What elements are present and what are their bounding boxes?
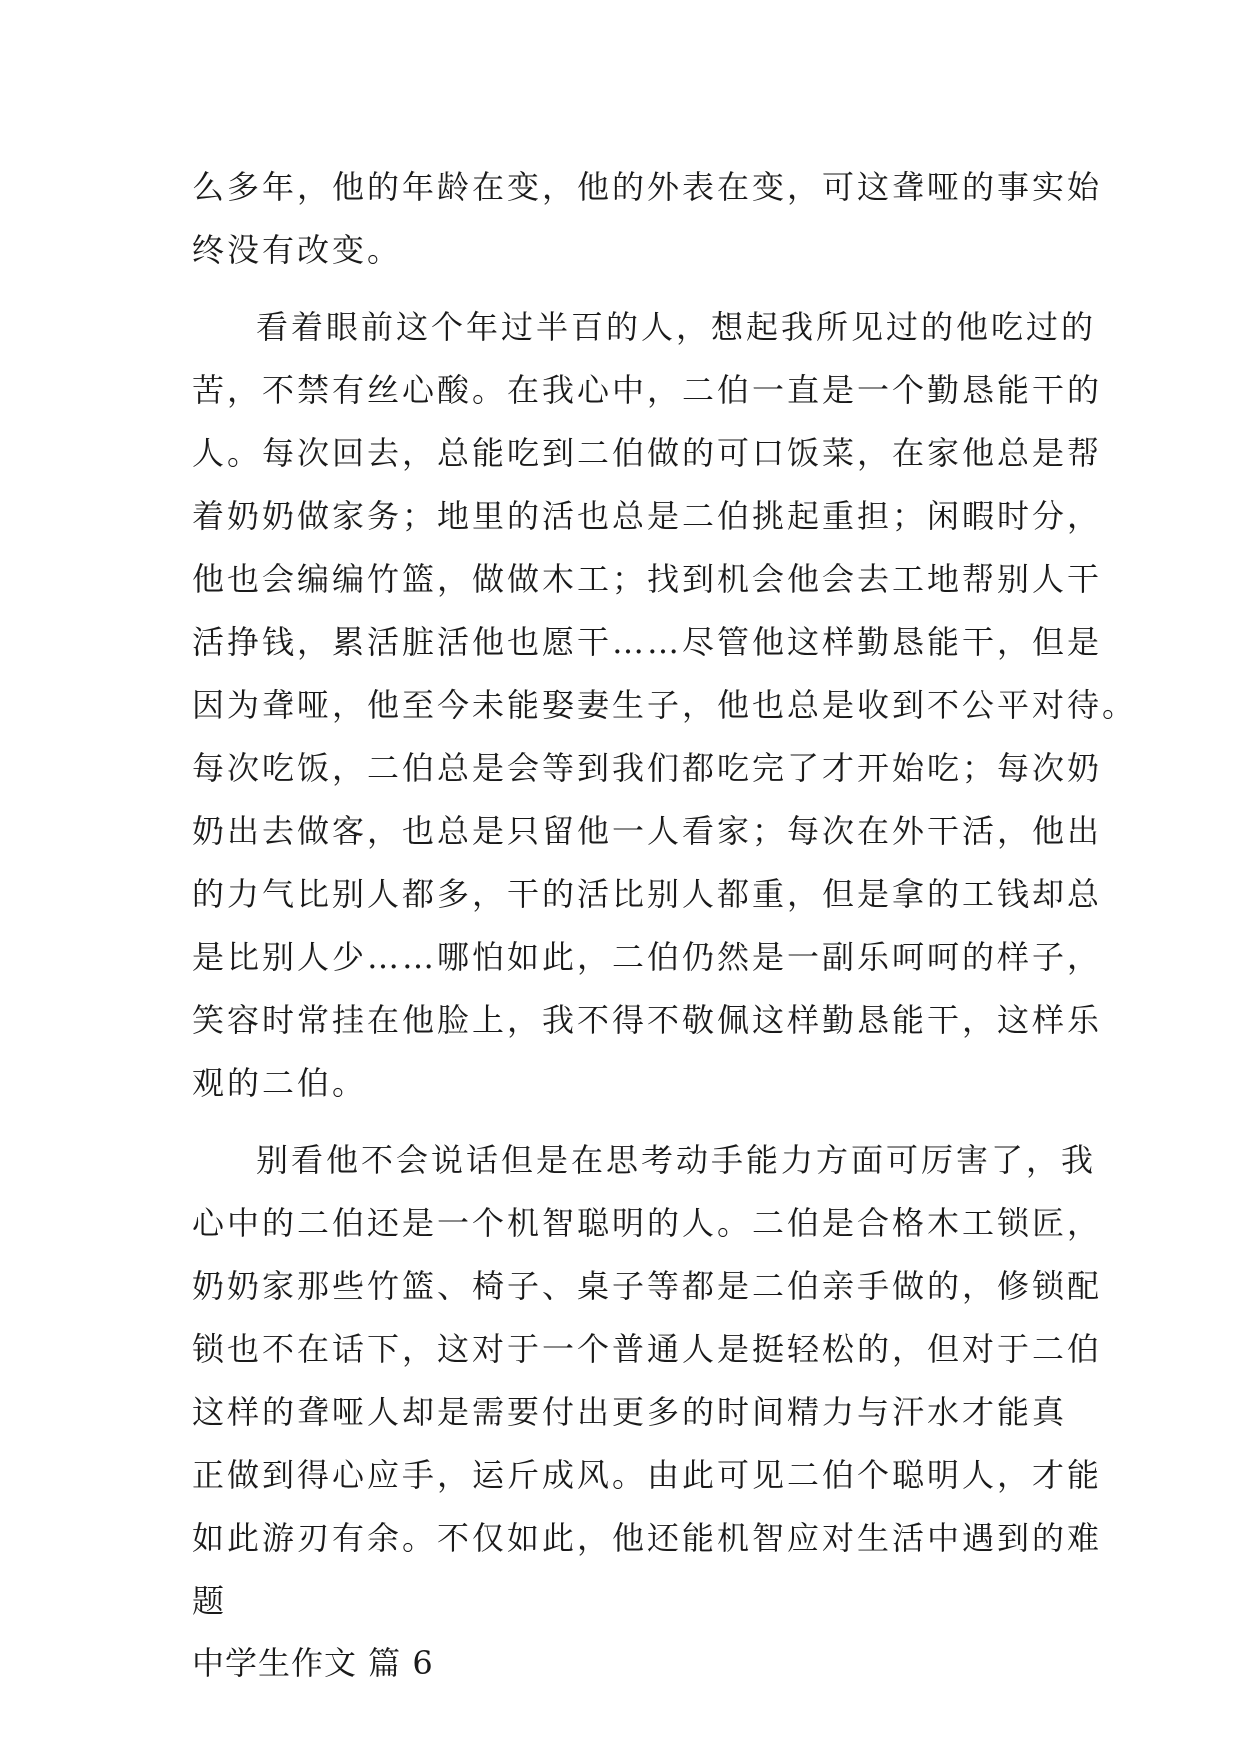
text-line: 终没有改变。 — [192, 231, 403, 269]
text-line: 奶出去做客，也总是只留他一人看家；每次在外干活，他出 — [192, 812, 1103, 850]
text-line: 看着眼前这个年过半百的人，想起我所见过的他吃过的 — [256, 308, 1097, 346]
text-line: 奶奶家那些竹篮、椅子、桌子等都是二伯亲手做的，修锁配 — [192, 1267, 1103, 1305]
section-heading: 中学生作文 篇 6 — [192, 1644, 434, 1682]
text-line: 因为聋哑，他至今未能娶妻生子，他也总是收到不公平对待。 — [192, 686, 1138, 724]
text-line: 正做到得心应手，运斤成风。由此可见二伯个聪明人，才能 — [192, 1456, 1103, 1494]
text-line: 么多年，他的年龄在变，他的外表在变，可这聋哑的事实始 — [192, 168, 1103, 206]
text-line: 锁也不在话下，这对于一个普通人是挺轻松的，但对于二伯 — [192, 1330, 1103, 1368]
paragraph-2 — [192, 296, 1138, 1115]
text-line: 是比别人少……哪怕如此，二伯仍然是一副乐呵呵的样子， — [192, 938, 1103, 976]
essay-body — [192, 156, 1138, 1693]
text-line: 别看他不会说话但是在思考动手能力方面可厉害了，我 — [256, 1141, 1097, 1179]
paragraph-3 — [192, 1129, 1103, 1633]
text-line: 的力气比别人都多，干的活比别人都重，但是拿的工钱却总 — [192, 875, 1103, 913]
text-line: 心中的二伯还是一个机智聪明的人。二伯是合格木工锁匠， — [192, 1204, 1103, 1242]
text-line: 苦，不禁有丝心酸。在我心中，二伯一直是一个勤恳能干的 — [192, 371, 1103, 409]
text-line: 如此游刃有余。不仅如此，他还能机智应对生活中遇到的难 — [192, 1519, 1103, 1557]
paragraph-1 — [192, 156, 1103, 282]
text-line: 这样的聋哑人却是需要付出更多的时间精力与汗水才能真 — [192, 1393, 1068, 1431]
text-line: 他也会编编竹篮，做做木工；找到机会他会去工地帮别人干 — [192, 560, 1103, 598]
text-line: 活挣钱，累活脏活他也愿干……尽管他这样勤恳能干，但是 — [192, 623, 1103, 661]
text-line: 人。每次回去，总能吃到二伯做的可口饭菜，在家他总是帮 — [192, 434, 1103, 472]
text-line: 题 — [192, 1582, 228, 1620]
text-line: 笑容时常挂在他脸上，我不得不敬佩这样勤恳能干，这样乐 — [192, 1001, 1103, 1039]
text-line: 着奶奶做家务；地里的活也总是二伯挑起重担；闲暇时分， — [192, 497, 1103, 535]
text-line: 观的二伯。 — [192, 1064, 368, 1102]
text-line: 每次吃饭，二伯总是会等到我们都吃完了才开始吃；每次奶 — [192, 749, 1103, 787]
